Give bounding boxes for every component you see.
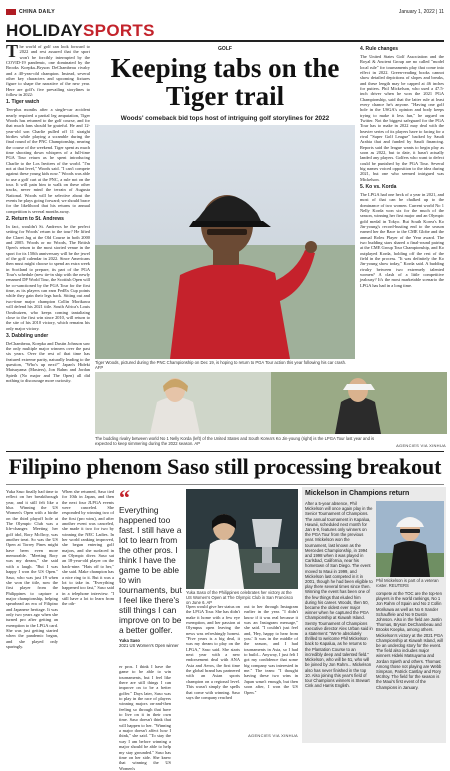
publication-name: CHINA DAILY [19,9,56,15]
saso-headline-rule [6,484,444,485]
phil-mickelson-photo [376,501,444,577]
item-4-heading: 4. Rule changes [360,46,399,52]
saso-body-1: Yuka Saso finally had time to reflect on her breakthrough year, and it still felt like a blur. Winning the US Women's Open with a birdie on the third playoff hole at The Olympic Club was a life-changer. Meeting her golf idol, Rory McIlroy, was another treat. So was the US Open at Torrey Pines might have been even more memorable. "Meeting Rory was my dream," she said with a laugh. "But I was happy I won the US Open." Saso, who was just 19 when she won the title, now the first player from the Philippines to capture a major championship, helping spearhead an era of Filipino and Japanese heritage. It was only two years ago when she turned pro after getting an exemption to the LPGA card. She was just getting started when the pandemic began, and she played only sparingly. [6,489,58,649]
page-info: January 1, 2022 | 11 [398,9,444,15]
item-1-body: Ten-plus months after a single-car accident nearly required a partial leg amputation, Tiger Woods has returned to the golf course, and for that much fans should be grateful. He and 12-year-old son Charlie pulled off 11 straight birdies while playing a scramble during the final round of the PNC Championship, nearing the course of the weekend. Tiger spent as much time shooting down whispers of a full-time PGA Tour return as he spent introducing Charlie to the Los Invitees of the world. "I'm not at that level," Woods said. "I can't compete against these young kids now." Woods was able to use a golf cart at the PNC, a rule not on the tour. It will pain him to walk on these other tracks, never mind the terrain of Augusta National. Woods will be selective about the events he plays going forward; we should brace for the likelihood that his returns to annual competition is several months away. [6,107,90,214]
mickelson-sidebar [302,487,446,743]
item-5-heading: 5. Ko vs. Korda [360,184,397,191]
china-daily-logo [6,9,16,15]
item-5-body: The LPGA had one heck of a year in 2021, and most of that can be chalked up to the dominance of two women. Current world No 1 Nelly Korda won six for the much of the season, winning her first major and an Olympic gold medal in Tokyo. But South Korea's Ko Jin-young's record-busting end to the season earned her the Race to the CME Globe and the annual Rolex Player of the Year award. The two budding stars shared a final-round pairing at the CME Group Tour Championship, and Ko outplayed Korda, holding off the rest of the field in the process. "It was definitely the Ko Jin-young show today," Korda said. A budding rivalry between two extremely talented women? A clash of a little competitive jealousy? It's the most marketable scenario the LPGA has had in a long time. [360,191,444,288]
item-1-heading: 1. Tiger watch [6,99,40,106]
tiger-woods-photo [95,125,355,359]
saso-credit: AGENCIES VIA XINHUA [248,733,298,738]
item-2-heading: 2. Return to St. Andrews [6,216,64,223]
section-title-holiday: HOLIDAY [6,21,84,40]
pull-quote-text: Everything happened too fast. I still have a lot to learn from the other pros. I think I have the game to be able to win tournaments, but I feel like there's still things I can improve on to be a better golfer. [119,505,182,635]
section-title [6,21,155,41]
saso-photo-caption: Yuka Saso of the Philippines celebrates her victory at the US Women's Open at The Olympic Club in San Francisco on June 6. AP [186,590,294,605]
main-story-credit: AGENCIES VIA XINHUA [396,443,446,448]
sidebar-headline: Mickelson in Champions return [305,490,410,497]
item-4-body: The United States Golf Association and the Royal & Ancient Group are no called "model local rule" for tournaments play that come into effect in 2022. Green-reading books cannot show detailed depictions of slopes and breaks, and these length may be capped at 46 inches for putters. Phil Mickelson, who used a 47.5-inch driver when he won the 2021 PGA Championship, said that the latter rule at least every chance he's anyone. "Having one golf hole in the USGA's opinion and body keeps trying to make it less fun," he argued on Twitter. Not the biggest safeguard for the PGA Tour has to make in 2022 may deal with the heavier series of its players have to facing for a rival "Super Golf League" backed by Saudi Arabia that and funded by Saudi financing. Reports said the league wants to begin play as soon as 2022, but to date, it hasn't actually landed any players. Golfers who want to defect could be punished by the PGA Tour. Several big names voiced opposition to the idea during 2021, but one who seemed intrigued was Mickelson. [360,53,444,182]
sidebar-column-2 [376,591,444,739]
yuka-saso-photo [186,489,298,589]
mickelson-photo-caption: Phil Mickelson is part of a veteran roster. REUTERS [376,578,439,588]
header-rule [6,40,444,42]
sidebar-column-1 [305,501,373,739]
saso-column-1 [6,489,58,739]
quote-mark-icon: “ [119,485,130,510]
item-3-body: DeChambeau, Koepka and Dustin Johnson saw the only multiple major winners over the past six years. Over the rest of that time has featured extreme parity, naturally leading to the question, "Who's up next?" Japan's Hideki Matsuyama (Masters), Jon Rahm and Jordan Spieth (No major and The Open) all did nothing to discourage more curiosity. [6,340,90,384]
saso-body-5: out to her through Instagram earlier in the year. "I didn't know if it was real because it was an Instagram message," she said. "I couldn't just feel and, 'Hey, happy to hear from you.' It was in the middle of the season, and I had tournaments in Asia, so I had to build... Anyway, I just felt I got my confidence that some big company was interested in me." The team: "I thought having these two wins in Japan wasn't enough, but then soon after, I won the US Open." [244,604,298,695]
korda-ko-caption: The budding rivalry between world No 1 Nelly Korda (left) of the United States and South Korea's Ko Jin-young (right) is the LPGA Tour last year and is expected to keep simmering during the 2022 season. AP [95,436,375,446]
storylines-column-left [6,41,90,448]
pull-quote-role: 2021 US Women's Open winner [119,643,179,648]
pull-quote [119,485,182,648]
tiger-photo-caption: Tiger Woods, pictured during the PNC Championship on Dec 19, is hoping to return to PGA Tour action this year following his car crash. AFP [95,360,347,370]
main-headline: Keeping tabs on the Tiger trail [110,53,340,111]
item-2-body: In fact, wouldn't St. Andrews be the perfect setting for Woods' return to the tour? He lifted the Claret Jug at the Old Course in both 2000 and 2005. Woods or no Woods, The British Open's return to the most storied venue in the sport for its 150th anniversary will be the jewel of the golf calendar in 2022. Since Americans then must might choose to spend an extra week in Scotland to prepare, its part of the PGA Tour's schedule (new tie-in ship with the newly renamed DP World Tour, the Scottish Open will be co-sanctioned by the PGA Tour for the first time, as its players can earn FedEx Cup points while they gain their legs back. Sitting out and two-time major champion Collin Morikawa will defend his 2021 title. South Africa's Louis Oosthuizen, who keeps coming tantalizing close to the first win since 2010, will return to the site of his 2010 victory, which remains his only major victory. [6,224,90,331]
sidebar-body-2: compete at the TOC are the top-ten players in the world rankings, No 1 Jon Rahm of Spain and No 2 Collin Morikawa as well as No 6 Xander Schauffele and No 9 Dustin Johnson. Also in the field are Justin Thomas, Bryson DeChambeau and Brooks Koepka, among others. Mickelson's victory at the 2021 PGA Championship at Kiawah Island, will be an underdog story for the event. The field also includes major winners Hideki Matsuyama and Jordan Spieth and others. Thomas: Among those not playing are Webb Simpson, Patrick Cantlay and Rory McIlroy. The field for the season is the Maui's first event of the Champions in January. [376,591,443,690]
saso-column-2 [62,489,114,739]
pull-quote-name: Yuka Saso [119,638,140,643]
story-kicker: GOLF [218,46,232,52]
saso-body-2: When she returned, Saso tied for 10th in Japan, and then the next four JLPGA events were canceled. She responded by winning two of the first (pro wins), and after another event was canceled, she made it two for two by winning the NEC Ladies. In her world ranking improved, she began entering golf majors, and she surfaced in an Olympic diver. Saso sat an 18-year-old player on the back-nine. "Hats off to her," she said. Make champion has a nice ring to it. But it was a lot to take in. "Everything happened too fast," Saso said in a telephone interview. "I still have a lot to learn from the oth- [62,489,114,607]
saso-column-3 [119,664,171,771]
sidebar-body-1: After a 5-year absence, Phil Mickelson will once again play in the Senior Tournament of Champions. The annual tournament in Kapalua, Hawaii, scheduled next month for Jan 6-9, features only winners on the PGA Tour from the previous year. Mickelson won the tournament, last known as the Mercedes Championship, in 1994 and 1998 when it was played in Carlsbad, California, near his hometown of San Diego. The event moved to Maui in 1999, and Mickelson last competed in it in 2001, though he had been eligible to play there several times since then. Winning the event has been one of the few things that eluded him during his career. Woods, then 50, became the oldest ever major winner when he captured the PGA Championship at Kiawah Island. Sentry Tournament of Champions executive director Alex Urban said in a statement: "We're absolutely thrilled to welcome Phil Mickelson back to Kapalua, as he returns to the Plantation Course to an incredibly deep and talented field." Mickelson, who will be 51, who will be joined by Jon Rahm... Mickelson also has never finished in the top 10. Also joining this year's field of tour Champions winners is Stewart Cink and Harris English. [305,501,373,689]
section-title-sports: SPORTS [83,21,155,40]
saso-headline: Filipino phenom Saso still processing breakout [8,454,442,479]
saso-column-5 [244,604,298,730]
storylines-column-right [360,44,444,370]
main-deck: Woods' comeback bid tops host of intriguing golf storylines for 2022 [120,115,330,122]
section-divider [6,451,444,452]
korda-ko-photos [95,372,447,434]
item-3-heading: 3. Dabbling under [6,332,49,339]
saso-column-4 [186,604,240,740]
saso-body-4: Open would give her status on the LPGA Tour. She has didn't make it home with a few eye exemption, and her passion at Olympus open leaving the news was refreshingly honest. "Five years is a big deal, it was my dream to play on the LPGA," Saso said. She starts next year with a new endorsement deal with ANA Asia and Aeros, the first time the global brand has partnered with an Asian sports champion on a regional level. This wasn't simply the spells that come with winning. Saso says the company reached [186,604,240,700]
page-header [6,7,444,18]
saso-body-3: er pros. I think I have the game to be able to win tournaments, but I feel like there are still things I can improve on to be a better golfer." Days later, Saso was to play in the race of players winning majors on-and-then feeling so through that have to live on it in their own time. Saso doesn't think that will happen to her. "Winning a major doesn't affect how I think," she said. "To stay the way I am before winning a major should be able to help my stay grounded." Saso has time on her side. She knew that winning the US Women's [119,664,171,771]
intro-paragraph: The world of golf can look forward to 2022 and rest assured that the sport won't be forcibly interrupted by the COVID-19 pandemic, one dominated by the Brooks Koepka–Bryson DeChambeau rivalry and a 40-year-old champion. Instead, several other key characters and upcoming fixtures figure to shape the narrative of the new year. Here are golf's five prevailing storylines to follow in 2022: [6,41,90,98]
